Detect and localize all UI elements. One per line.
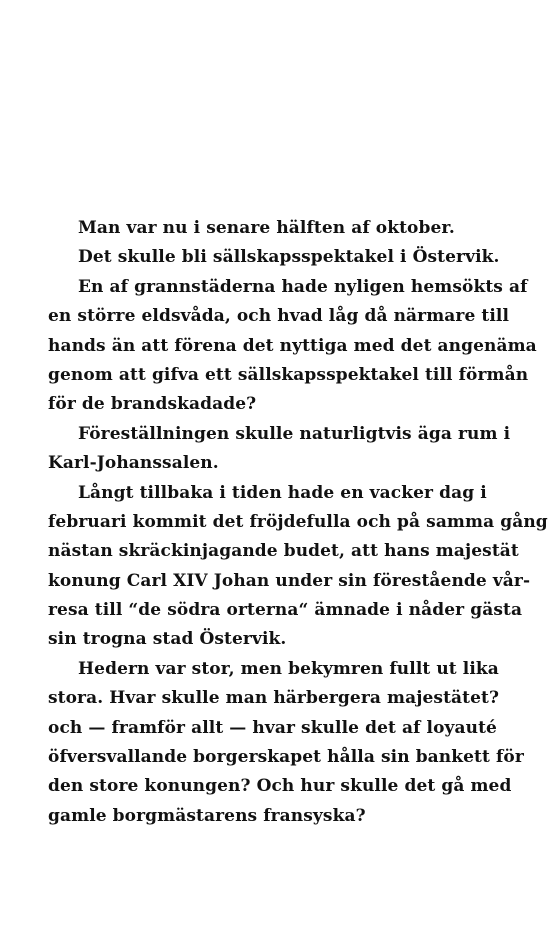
text-line: Det skulle bli sällskapsspektakel i Östervik. bbox=[78, 247, 500, 268]
text-line: den store konungen? Och hur skulle det gå med bbox=[48, 776, 512, 797]
text-line: gamle borgmästarens fransyska? bbox=[48, 805, 366, 826]
text-line: Hedern var stor, men bekymren fullt ut lika bbox=[78, 658, 499, 679]
text-line: konung Carl XIV Johan under sin förestående vår- bbox=[48, 570, 531, 591]
text-line: genom att gifva ett sällskapsspektakel till förmån bbox=[48, 364, 529, 385]
body-text bbox=[48, 214, 548, 831]
text-line: februari kommit det fröjdefulla och på samma gång bbox=[48, 511, 548, 532]
text-line: sin trogna stad Östervik. bbox=[48, 629, 287, 650]
text-line: och — framför allt — hvar skulle det af loyauté bbox=[48, 717, 497, 738]
text-line: stora. Hvar skulle man härbergera majestätet? bbox=[48, 688, 500, 709]
text-line: hands än att förena det nyttiga med det angenäma bbox=[48, 335, 537, 356]
text-line: Föreställningen skulle naturligtvis äga rum i bbox=[78, 423, 511, 444]
text-line: en större eldsvåda, och hvad låg då närmare till bbox=[48, 306, 510, 327]
text-line: resa till “de södra orterna“ ämnade i nåder gästa bbox=[48, 600, 523, 621]
text-line: öfversvallande borgerskapet hålla sin bankett för bbox=[48, 747, 524, 768]
text-line: Man var nu i senare hälften af oktober. bbox=[78, 218, 455, 238]
text-line: för de brandskadade? bbox=[48, 394, 257, 415]
text-line: nästan skräckinjagande budet, att hans majestät bbox=[48, 541, 519, 562]
text-line: En af grannstäderna hade nyligen hemsökts af bbox=[78, 276, 528, 297]
text-line: Karl-Johanssalen. bbox=[48, 453, 219, 474]
text-line: Långt tillbaka i tiden hade en vacker dag i bbox=[78, 482, 487, 503]
